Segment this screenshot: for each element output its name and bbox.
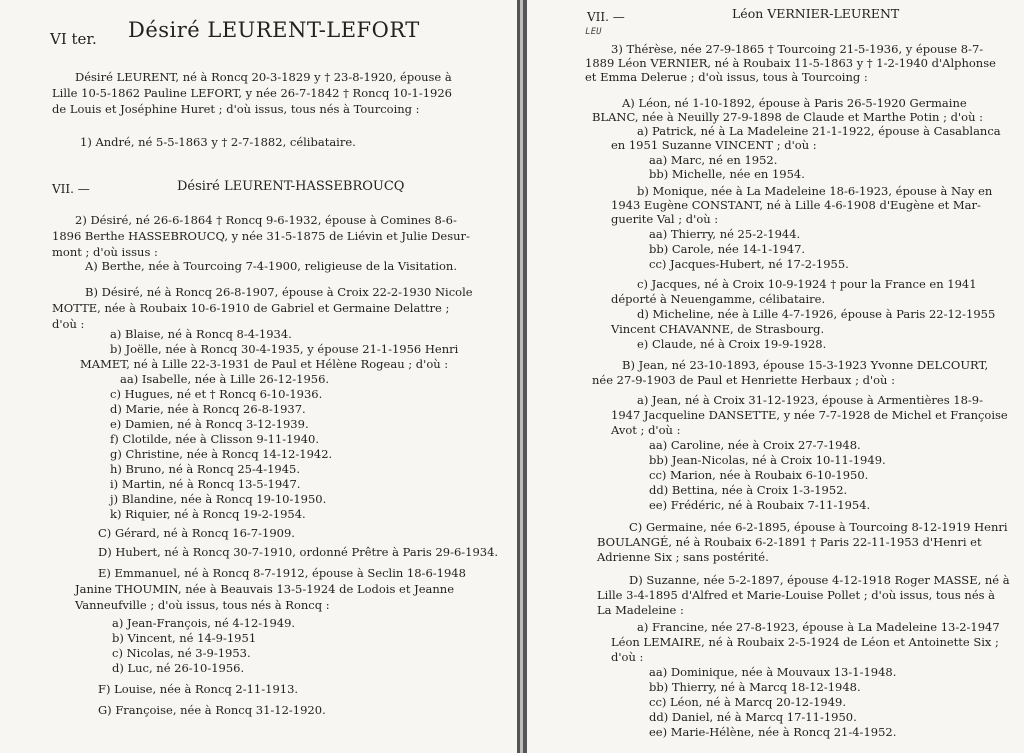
text-line: 2) Désiré, né 26-6-1864 † Roncq 9-6-1932, épouse à Comines 8-6- [75, 213, 457, 227]
text-line: mont ; d'où issus : [52, 245, 158, 259]
text-line: MAMET, né à Lille 22-3-1931 de Paul et Hélène Rogeau ; d'où : [80, 357, 449, 371]
grandchild-entry: d) Luc, né 26-10-1956. [112, 661, 245, 675]
grandchild-entry: a) Jean, né à Croix 31-12-1923, épouse à Armentières 18-9- [637, 393, 983, 407]
section-title: Désiré LEURENT-LEFORT [128, 18, 420, 42]
section-number: VI ter. [50, 30, 97, 48]
grandchild-entry: b) Joëlle, née à Roncq 30-4-1935, y épouse 21-1-1956 Henri [110, 342, 459, 356]
great-grandchild-entry: aa) Isabelle, née à Lille 26-12-1956. [120, 372, 330, 386]
child-entry: C) Gérard, né à Roncq 16-7-1909. [98, 526, 295, 540]
great-grandchild-entry: bb) Jean-Nicolas, né à Croix 10-11-1949. [649, 453, 886, 467]
section-title: Désiré LEURENT-HASSEBROUCQ [177, 179, 405, 194]
grandchild-entry: e) Claude, né à Croix 19-9-1928. [637, 337, 827, 351]
text-line: La Madeleine : [597, 603, 684, 617]
great-grandchild-entry: bb) Michelle, née en 1954. [649, 167, 805, 181]
section-number: VII. — [587, 10, 625, 24]
great-grandchild-entry: dd) Daniel, né à Marcq 17-11-1950. [649, 710, 857, 724]
text-line: Janine THOUMIN, née à Beauvais 13-5-1924 de Lodois et Jeanne [75, 582, 455, 596]
right-page [527, 0, 1024, 753]
child-entry: G) Françoise, née à Roncq 31-12-1920. [98, 703, 326, 717]
text-line: Désiré LEURENT, né à Roncq 20-3-1829 y † 23-8-1920, épouse à [75, 70, 452, 84]
child-entry: 1) André, né 5-5-1863 y † 2-7-1882, célibataire. [80, 135, 356, 149]
text-line: 1889 Léon VERNIER, né à Roubaix 11-5-1863 y † 1-2-1940 d'Alphonse [585, 56, 996, 70]
book-gutter [517, 0, 527, 753]
grandchild-entry: f) Clotilde, née à Clisson 9-11-1940. [110, 432, 320, 446]
great-grandchild-entry: ee) Frédéric, né à Roubaix 7-11-1954. [649, 498, 871, 512]
grandchild-entry: j) Blandine, née à Roncq 19-10-1950. [110, 492, 327, 506]
grandchild-entry: e) Damien, né à Roncq 3-12-1939. [110, 417, 309, 431]
text-line: 1947 Jacqueline DANSETTE, y née 7-7-1928 de Michel et Françoise [611, 408, 1008, 422]
text-line: BOULANGÉ, né à Roubaix 6-2-1891 † Paris 22-11-1953 d'Henri et [597, 535, 982, 549]
grandchild-entry: h) Bruno, né à Roncq 25-4-1945. [110, 462, 301, 476]
text-line: Vincent CHAVANNE, de Strasbourg. [611, 322, 825, 336]
great-grandchild-entry: bb) Thierry, né à Marcq 18-12-1948. [649, 680, 861, 694]
child-entry: A) Léon, né 1-10-1892, épouse à Paris 26-5-1920 Germaine [622, 96, 967, 110]
child-entry: F) Louise, née à Roncq 2-11-1913. [98, 682, 299, 696]
great-grandchild-entry: dd) Bettina, née à Croix 1-3-1952. [649, 483, 848, 497]
child-entry: D) Hubert, né à Roncq 30-7-1910, ordonné Prêtre à Paris 29-6-1934. [98, 545, 499, 559]
text-line: et Emma Delerue ; d'où issus, tous à Tourcoing : [585, 70, 868, 84]
child-entry: A) Berthe, née à Tourcoing 7-4-1900, religieuse de la Visitation. [85, 259, 457, 273]
grandchild-entry: b) Vincent, né 14-9-1951 [112, 631, 257, 645]
text-line: d'où : [52, 317, 85, 331]
text-line: Léon LEMAIRE, né à Roubaix 2-5-1924 de Léon et Antoinette Six ; [611, 635, 999, 649]
great-grandchild-entry: aa) Caroline, née à Croix 27-7-1948. [649, 438, 861, 452]
great-grandchild-entry: aa) Dominique, née à Mouvaux 13-1-1948. [649, 665, 897, 679]
child-entry: E) Emmanuel, né à Roncq 8-7-1912, épouse à Seclin 18-6-1948 [98, 566, 466, 580]
great-grandchild-entry: ee) Marie-Hélène, née à Roncq 21-4-1952. [649, 725, 897, 739]
great-grandchild-entry: cc) Jacques-Hubert, né 17-2-1955. [649, 257, 849, 271]
grandchild-entry: k) Riquier, né à Roncq 19-2-1954. [110, 507, 306, 521]
text-line: 1896 Berthe HASSEBROUCQ, y née 31-5-1875 de Liévin et Julie Desur- [52, 229, 470, 243]
grandchild-entry: c) Jacques, né à Croix 10-9-1924 † pour la France en 1941 [637, 277, 977, 291]
child-entry: C) Germaine, née 6-2-1895, épouse à Tourcoing 8-12-1919 Henri [629, 520, 1008, 534]
grandchild-entry: i) Martin, né à Roncq 13-5-1947. [110, 477, 301, 491]
text-line: 1943 Eugène CONSTANT, né à Lille 4-6-1908 d'Eugène et Mar- [611, 198, 981, 212]
child-entry: B) Désiré, né à Roncq 26-8-1907, épouse à Croix 22-2-1930 Nicole [85, 285, 473, 299]
section-number: VII. — [52, 182, 90, 196]
grandchild-entry: d) Marie, née à Roncq 26-8-1937. [110, 402, 306, 416]
text-line: guerite Val ; d'où : [611, 212, 719, 226]
grandchild-entry: g) Christine, née à Roncq 14-12-1942. [110, 447, 333, 461]
child-entry: D) Suzanne, née 5-2-1897, épouse 4-12-1918 Roger MASSE, né à [629, 573, 1010, 587]
grandchild-entry: c) Nicolas, né 3-9-1953. [112, 646, 251, 660]
text-line: en 1951 Suzanne VINCENT ; d'où : [611, 138, 817, 152]
text-line: Lille 10-5-1862 Pauline LEFORT, y née 26-7-1842 † Roncq 10-1-1926 [52, 86, 452, 100]
text-line: 3) Thérèse, née 27-9-1865 † Tourcoing 21-5-1936, y épouse 8-7- [611, 42, 984, 56]
great-grandchild-entry: cc) Marion, née à Roubaix 6-10-1950. [649, 468, 869, 482]
grandchild-entry: a) Blaise, né à Roncq 8-4-1934. [110, 327, 292, 341]
text-line: de Louis et Joséphine Huret ; d'où issus, tous nés à Tourcoing : [52, 102, 420, 116]
child-entry: B) Jean, né 23-10-1893, épouse 15-3-1923 Yvonne DELCOURT, [622, 358, 989, 372]
text-line: Avot ; d'où : [611, 423, 681, 437]
section-title: Léon VERNIER-LEURENT [732, 6, 900, 21]
great-grandchild-entry: bb) Carole, née 14-1-1947. [649, 242, 806, 256]
grandchild-entry: a) Francine, née 27-8-1923, épouse à La Madeleine 13-2-1947 [637, 620, 1000, 634]
text-line: MOTTE, née à Roubaix 10-6-1910 de Gabriel et Germaine Delattre ; [52, 301, 450, 315]
great-grandchild-entry: cc) Léon, né à Marcq 20-12-1949. [649, 695, 847, 709]
text-line: née 27-9-1903 de Paul et Henriette Herbaux ; d'où : [592, 373, 895, 387]
margin-stamp: LEU [584, 27, 603, 37]
text-line: d'où : [611, 650, 644, 664]
text-line: Vanneufville ; d'où issus, tous nés à Roncq : [75, 598, 330, 612]
grandchild-entry: a) Patrick, né à La Madeleine 21-1-1922, épouse à Casablanca [637, 124, 1001, 138]
grandchild-entry: a) Jean-François, né 4-12-1949. [112, 616, 296, 630]
grandchild-entry: d) Micheline, née à Lille 4-7-1926, épouse à Paris 22-12-1955 [637, 307, 996, 321]
text-line: Adrienne Six ; sans postérité. [597, 550, 769, 564]
grandchild-entry: b) Monique, née à La Madeleine 18-6-1923, épouse à Nay en [637, 184, 993, 198]
grandchild-entry: c) Hugues, né et † Roncq 6-10-1936. [110, 387, 323, 401]
text-line: BLANC, née à Neuilly 27-9-1898 de Claude et Marthe Potin ; d'où : [592, 110, 983, 124]
text-line: déporté à Neuengamme, célibataire. [611, 292, 826, 306]
great-grandchild-entry: aa) Marc, né en 1952. [649, 153, 778, 167]
text-line: Lille 3-4-1895 d'Alfred et Marie-Louise Pollet ; d'où issus, tous nés à [597, 588, 996, 602]
great-grandchild-entry: aa) Thierry, né 25-2-1944. [649, 227, 801, 241]
